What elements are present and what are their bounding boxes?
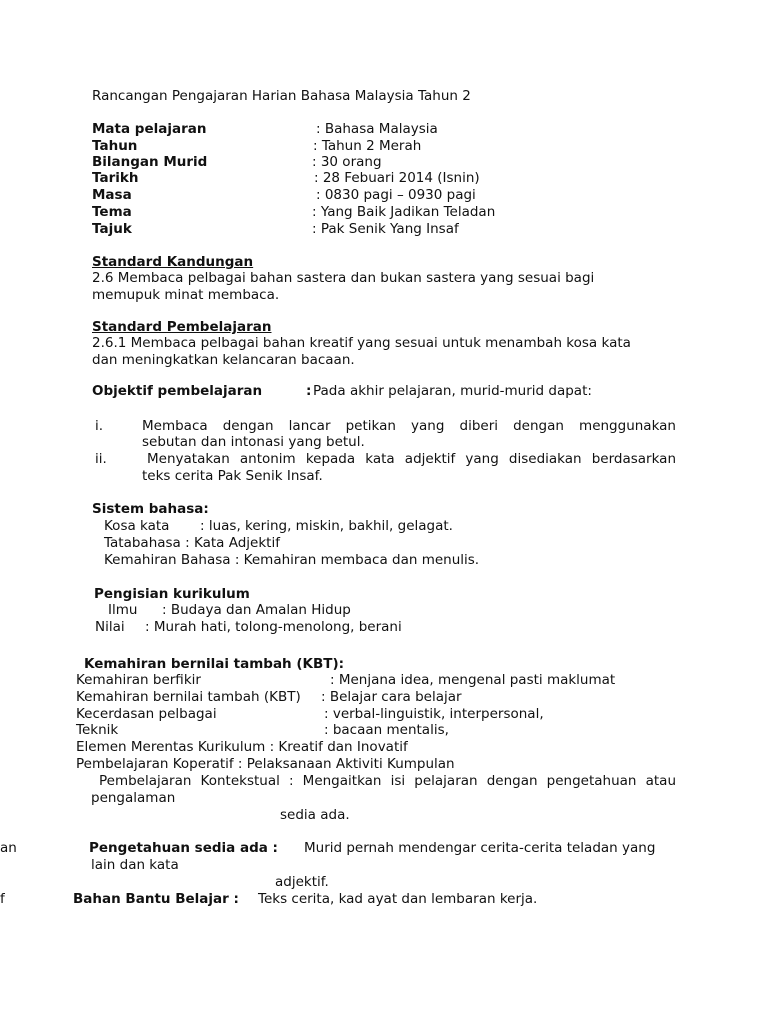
standard-kandungan-line: memupuk minat membaca.	[92, 287, 280, 303]
info-value-tarikh: : 28 Febuari 2014 (Isnin)	[314, 170, 480, 186]
bahan-bantu-belajar-label: Bahan Bantu Belajar :	[73, 891, 239, 907]
margin-text-fragment: an	[0, 840, 17, 856]
tatabahasa-line: Tatabahasa : Kata Adjektif	[104, 535, 280, 551]
kosa-kata-value: : luas, kering, miskin, bakhil, gelagat.	[200, 518, 453, 534]
pembelajaran-kontekstual: Pembelajaran Kontekstual : Mengaitkan isi pelajaran dengan pengetahuan atau	[99, 773, 676, 789]
info-label-masa: Masa	[92, 187, 132, 203]
teknik-value: : bacaan mentalis,	[324, 722, 449, 738]
objektif-item-text: teks cerita Pak Senik Insaf.	[142, 468, 323, 484]
kemahiran-kbt-label: Kemahiran bernilai tambah (KBT)	[76, 689, 301, 705]
info-label-bilangan-murid: Bilangan Murid	[92, 154, 208, 170]
kemahiran-bahasa-line: Kemahiran Bahasa : Kemahiran membaca dan menulis.	[104, 552, 480, 568]
ilmu-value: : Budaya dan Amalan Hidup	[162, 602, 351, 618]
objektif-item-text: sebutan dan intonasi yang betul.	[142, 434, 365, 450]
info-label-mata-pelajaran: Mata pelajaran	[92, 121, 207, 137]
standard-pembelajaran-line: dan meningkatkan kelancaran bacaan.	[92, 352, 355, 368]
objektif-colon: :	[306, 383, 312, 399]
info-value-tahun: : Tahun 2 Merah	[313, 138, 422, 154]
teknik-label: Teknik	[76, 722, 119, 738]
standard-pembelajaran-line: 2.6.1 Membaca pelbagai bahan kreatif yang sesuai untuk menambah kosa kata	[92, 335, 631, 351]
standard-kandungan-line: 2.6 Membaca pelbagai bahan sastera dan bukan sastera yang sesuai bagi	[92, 270, 595, 286]
elemen-merentas-kurikulum: Elemen Merentas Kurikulum : Kreatif dan Inovatif	[76, 739, 408, 755]
objektif-intro: Pada akhir pelajaran, murid-murid dapat:	[313, 383, 592, 399]
nilai-label: Nilai	[95, 619, 125, 635]
kbt-heading: Kemahiran bernilai tambah (KBT):	[84, 656, 345, 672]
ilmu-label: Ilmu	[108, 602, 138, 618]
objektif-item-text: Menyatakan antonim kepada kata adjektif yang disediakan berdasarkan	[147, 451, 676, 467]
info-value-tema: : Yang Baik Jadikan Teladan	[312, 204, 496, 220]
info-label-tema: Tema	[92, 204, 132, 220]
info-value-tajuk: : Pak Senik Yang Insaf	[312, 221, 459, 237]
sistem-bahasa-heading: Sistem bahasa:	[92, 501, 209, 517]
standard-kandungan-heading: Standard Kandungan	[92, 254, 254, 270]
pembelajaran-koperatif: Pembelajaran Koperatif : Pelaksanaan Aktiviti Kumpulan	[76, 756, 455, 772]
kecerdasan-value: : verbal-linguistik, interpersonal,	[324, 706, 544, 722]
objektif-item-number: ii.	[95, 451, 107, 467]
pengisian-kurikulum-heading: Pengisian kurikulum	[94, 586, 250, 602]
kemahiran-berfikir-value: : Menjana idea, mengenal pasti maklumat	[330, 672, 616, 688]
sedia-ada-cont: lain dan kata	[91, 857, 179, 873]
objektif-item-number: i.	[95, 418, 104, 434]
sedia-ada-cont: adjektif.	[275, 874, 329, 890]
nilai-value: : Murah hati, tolong-menolong, berani	[145, 619, 402, 635]
sedia-ada-label: Pengetahuan sedia ada :	[89, 840, 278, 856]
info-value-mata-pelajaran: : Bahasa Malaysia	[316, 121, 438, 137]
info-label-tarikh: Tarikh	[92, 170, 139, 186]
info-label-tahun: Tahun	[92, 138, 138, 154]
kecerdasan-label: Kecerdasan pelbagai	[76, 706, 217, 722]
pembelajaran-kontekstual-cont: sedia ada.	[280, 807, 350, 823]
objektif-item-text: Membaca dengan lancar petikan yang diberi dengan menggunakan	[142, 418, 676, 434]
kemahiran-kbt-value: : Belajar cara belajar	[321, 689, 462, 705]
kemahiran-berfikir-label: Kemahiran berfikir	[76, 672, 201, 688]
sedia-ada-value: Murid pernah mendengar cerita-cerita teladan yang	[304, 840, 656, 856]
standard-pembelajaran-heading: Standard Pembelajaran	[92, 319, 272, 335]
kosa-kata-label: Kosa kata	[104, 518, 170, 534]
pembelajaran-kontekstual-cont: pengalaman	[91, 790, 176, 806]
info-value-masa: : 0830 pagi – 0930 pagi	[316, 187, 476, 203]
info-label-tajuk: Tajuk	[92, 221, 132, 237]
objektif-label: Objektif pembelajaran	[92, 383, 263, 399]
bahan-bantu-belajar-value: Teks cerita, kad ayat dan lembaran kerja.	[258, 891, 538, 907]
margin-text-fragment: f	[0, 891, 5, 907]
info-value-bilangan-murid: : 30 orang	[312, 154, 382, 170]
document-title: Rancangan Pengajaran Harian Bahasa Malaysia Tahun 2	[92, 88, 471, 104]
